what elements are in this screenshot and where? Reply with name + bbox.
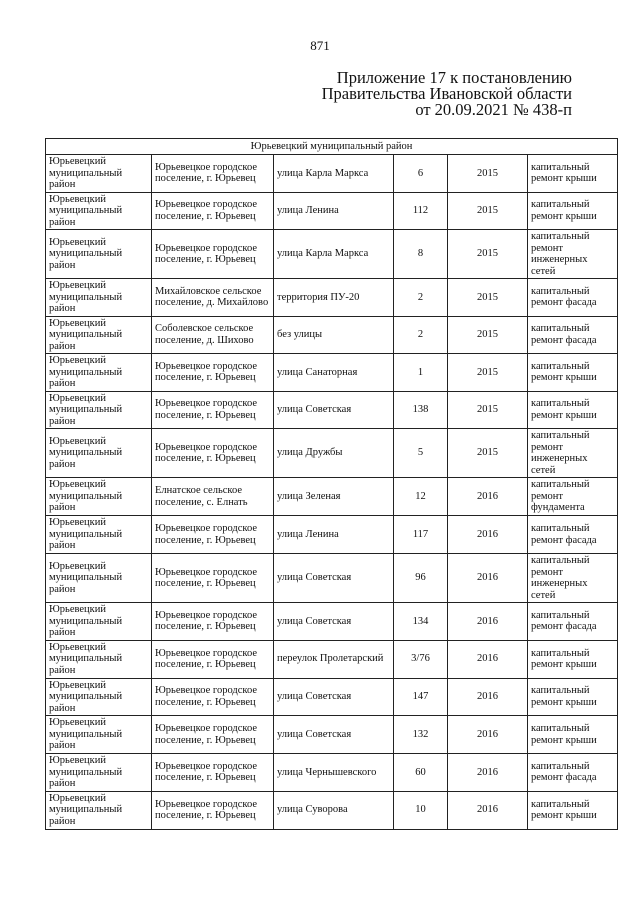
district-cell: Юрьевецкий муниципальный район	[46, 429, 152, 478]
district-cell: Юрьевецкий муниципальный район	[46, 554, 152, 603]
work-type-cell: капитальный ремонт крыши	[528, 791, 618, 829]
house-number-cell: 5	[394, 429, 448, 478]
work-type-cell: капитальный ремонт крыши	[528, 391, 618, 429]
settlement-cell: Юрьевецкое городское поселение, г. Юрьевец	[152, 754, 274, 792]
settlement-cell: Юрьевецкое городское поселение, г. Юрьевец	[152, 391, 274, 429]
street-cell: улица Дружбы	[274, 429, 394, 478]
settlement-cell: Юрьевецкое городское поселение, г. Юрьевец	[152, 603, 274, 641]
table-row	[46, 391, 618, 429]
settlement-cell: Юрьевецкое городское поселение, г. Юрьевец	[152, 354, 274, 392]
table-row	[46, 279, 618, 317]
street-cell: улица Ленина	[274, 192, 394, 230]
street-cell: улица Ленина	[274, 516, 394, 554]
year-cell: 2016	[448, 554, 528, 603]
year-cell: 2016	[448, 678, 528, 716]
work-type-cell: капитальный ремонт инженерных сетей	[528, 554, 618, 603]
house-number-cell: 3/76	[394, 640, 448, 678]
year-cell: 2016	[448, 478, 528, 516]
year-cell: 2015	[448, 230, 528, 279]
work-type-cell: капитальный ремонт фасада	[528, 603, 618, 641]
settlement-cell: Юрьевецкое городское поселение, г. Юрьевец	[152, 429, 274, 478]
house-number-cell: 147	[394, 678, 448, 716]
house-number-cell: 112	[394, 192, 448, 230]
street-cell: улица Карла Маркса	[274, 230, 394, 279]
table-row	[46, 754, 618, 792]
work-type-cell: капитальный ремонт фасада	[528, 516, 618, 554]
table-row	[46, 554, 618, 603]
repair-schedule-table	[45, 138, 618, 830]
table-row	[46, 354, 618, 392]
street-cell: улица Зеленая	[274, 478, 394, 516]
year-cell: 2015	[448, 192, 528, 230]
house-number-cell: 6	[394, 155, 448, 193]
street-cell: улица Советская	[274, 554, 394, 603]
settlement-cell: Соболевское сельское поселение, д. Шихово	[152, 316, 274, 354]
street-cell: без улицы	[274, 316, 394, 354]
district-cell: Юрьевецкий муниципальный район	[46, 791, 152, 829]
year-cell: 2016	[448, 640, 528, 678]
house-number-cell: 134	[394, 603, 448, 641]
district-cell: Юрьевецкий муниципальный район	[46, 279, 152, 317]
settlement-cell: Елнатское сельское поселение, с. Елнать	[152, 478, 274, 516]
year-cell: 2016	[448, 791, 528, 829]
settlement-cell: Юрьевецкое городское поселение, г. Юрьевец	[152, 791, 274, 829]
district-cell: Юрьевецкий муниципальный район	[46, 230, 152, 279]
house-number-cell: 132	[394, 716, 448, 754]
street-cell: улица Советская	[274, 391, 394, 429]
district-cell: Юрьевецкий муниципальный район	[46, 354, 152, 392]
table-row	[46, 478, 618, 516]
settlement-cell: Юрьевецкое городское поселение, г. Юрьевец	[152, 516, 274, 554]
table-row	[46, 640, 618, 678]
street-cell: улица Чернышевского	[274, 754, 394, 792]
house-number-cell: 117	[394, 516, 448, 554]
house-number-cell: 2	[394, 316, 448, 354]
year-cell: 2015	[448, 354, 528, 392]
settlement-cell: Михайловское сельское поселение, д. Михайлово	[152, 279, 274, 317]
work-type-cell: капитальный ремонт крыши	[528, 678, 618, 716]
year-cell: 2015	[448, 391, 528, 429]
year-cell: 2016	[448, 754, 528, 792]
region-header-row	[46, 139, 618, 155]
work-type-cell: капитальный ремонт фасада	[528, 279, 618, 317]
region-title: Юрьевецкий муниципальный район	[46, 139, 618, 155]
street-cell: улица Санаторная	[274, 354, 394, 392]
district-cell: Юрьевецкий муниципальный район	[46, 516, 152, 554]
street-cell: улица Карла Маркса	[274, 155, 394, 193]
house-number-cell: 8	[394, 230, 448, 279]
year-cell: 2016	[448, 516, 528, 554]
district-cell: Юрьевецкий муниципальный район	[46, 316, 152, 354]
table-row	[46, 155, 618, 193]
settlement-cell: Юрьевецкое городское поселение, г. Юрьевец	[152, 678, 274, 716]
district-cell: Юрьевецкий муниципальный район	[46, 678, 152, 716]
page-number: 871	[310, 38, 330, 53]
settlement-cell: Юрьевецкое городское поселение, г. Юрьевец	[152, 155, 274, 193]
street-cell: территория ПУ-20	[274, 279, 394, 317]
work-type-cell: капитальный ремонт фундамента	[528, 478, 618, 516]
district-cell: Юрьевецкий муниципальный район	[46, 192, 152, 230]
street-cell: переулок Пролетарский	[274, 640, 394, 678]
house-number-cell: 10	[394, 791, 448, 829]
year-cell: 2015	[448, 316, 528, 354]
table-row	[46, 716, 618, 754]
street-cell: улица Советская	[274, 716, 394, 754]
appendix-header	[322, 70, 572, 118]
work-type-cell: капитальный ремонт крыши	[528, 716, 618, 754]
table-row	[46, 603, 618, 641]
table-row	[46, 678, 618, 716]
work-type-cell: капитальный ремонт фасада	[528, 316, 618, 354]
district-cell: Юрьевецкий муниципальный район	[46, 640, 152, 678]
year-cell: 2015	[448, 429, 528, 478]
house-number-cell: 1	[394, 354, 448, 392]
house-number-cell: 2	[394, 279, 448, 317]
work-type-cell: капитальный ремонт фасада	[528, 754, 618, 792]
table-row	[46, 516, 618, 554]
year-cell: 2016	[448, 603, 528, 641]
settlement-cell: Юрьевецкое городское поселение, г. Юрьевец	[152, 554, 274, 603]
district-cell: Юрьевецкий муниципальный район	[46, 603, 152, 641]
house-number-cell: 96	[394, 554, 448, 603]
district-cell: Юрьевецкий муниципальный район	[46, 716, 152, 754]
street-cell: улица Советская	[274, 678, 394, 716]
table-row	[46, 230, 618, 279]
house-number-cell: 138	[394, 391, 448, 429]
work-type-cell: капитальный ремонт крыши	[528, 155, 618, 193]
year-cell: 2015	[448, 279, 528, 317]
district-cell: Юрьевецкий муниципальный район	[46, 155, 152, 193]
appendix-line-2: Правительства Ивановской области	[321, 84, 572, 103]
appendix-line-1: Приложение 17 к постановлению	[336, 68, 572, 87]
year-cell: 2015	[448, 155, 528, 193]
work-type-cell: капитальный ремонт инженерных сетей	[528, 230, 618, 279]
settlement-cell: Юрьевецкое городское поселение, г. Юрьевец	[152, 716, 274, 754]
settlement-cell: Юрьевецкое городское поселение, г. Юрьевец	[152, 230, 274, 279]
district-cell: Юрьевецкий муниципальный район	[46, 478, 152, 516]
settlement-cell: Юрьевецкое городское поселение, г. Юрьевец	[152, 640, 274, 678]
work-type-cell: капитальный ремонт крыши	[528, 354, 618, 392]
table-row	[46, 316, 618, 354]
settlement-cell: Юрьевецкое городское поселение, г. Юрьевец	[152, 192, 274, 230]
work-type-cell: капитальный ремонт инженерных сетей	[528, 429, 618, 478]
district-cell: Юрьевецкий муниципальный район	[46, 391, 152, 429]
street-cell: улица Суворова	[274, 791, 394, 829]
appendix-line-3: от 20.09.2021 № 438-п	[415, 100, 572, 119]
table-row	[46, 192, 618, 230]
house-number-cell: 12	[394, 478, 448, 516]
table-row	[46, 429, 618, 478]
street-cell: улица Советская	[274, 603, 394, 641]
work-type-cell: капитальный ремонт крыши	[528, 640, 618, 678]
work-type-cell: капитальный ремонт крыши	[528, 192, 618, 230]
district-cell: Юрьевецкий муниципальный район	[46, 754, 152, 792]
year-cell: 2016	[448, 716, 528, 754]
house-number-cell: 60	[394, 754, 448, 792]
table-row	[46, 791, 618, 829]
